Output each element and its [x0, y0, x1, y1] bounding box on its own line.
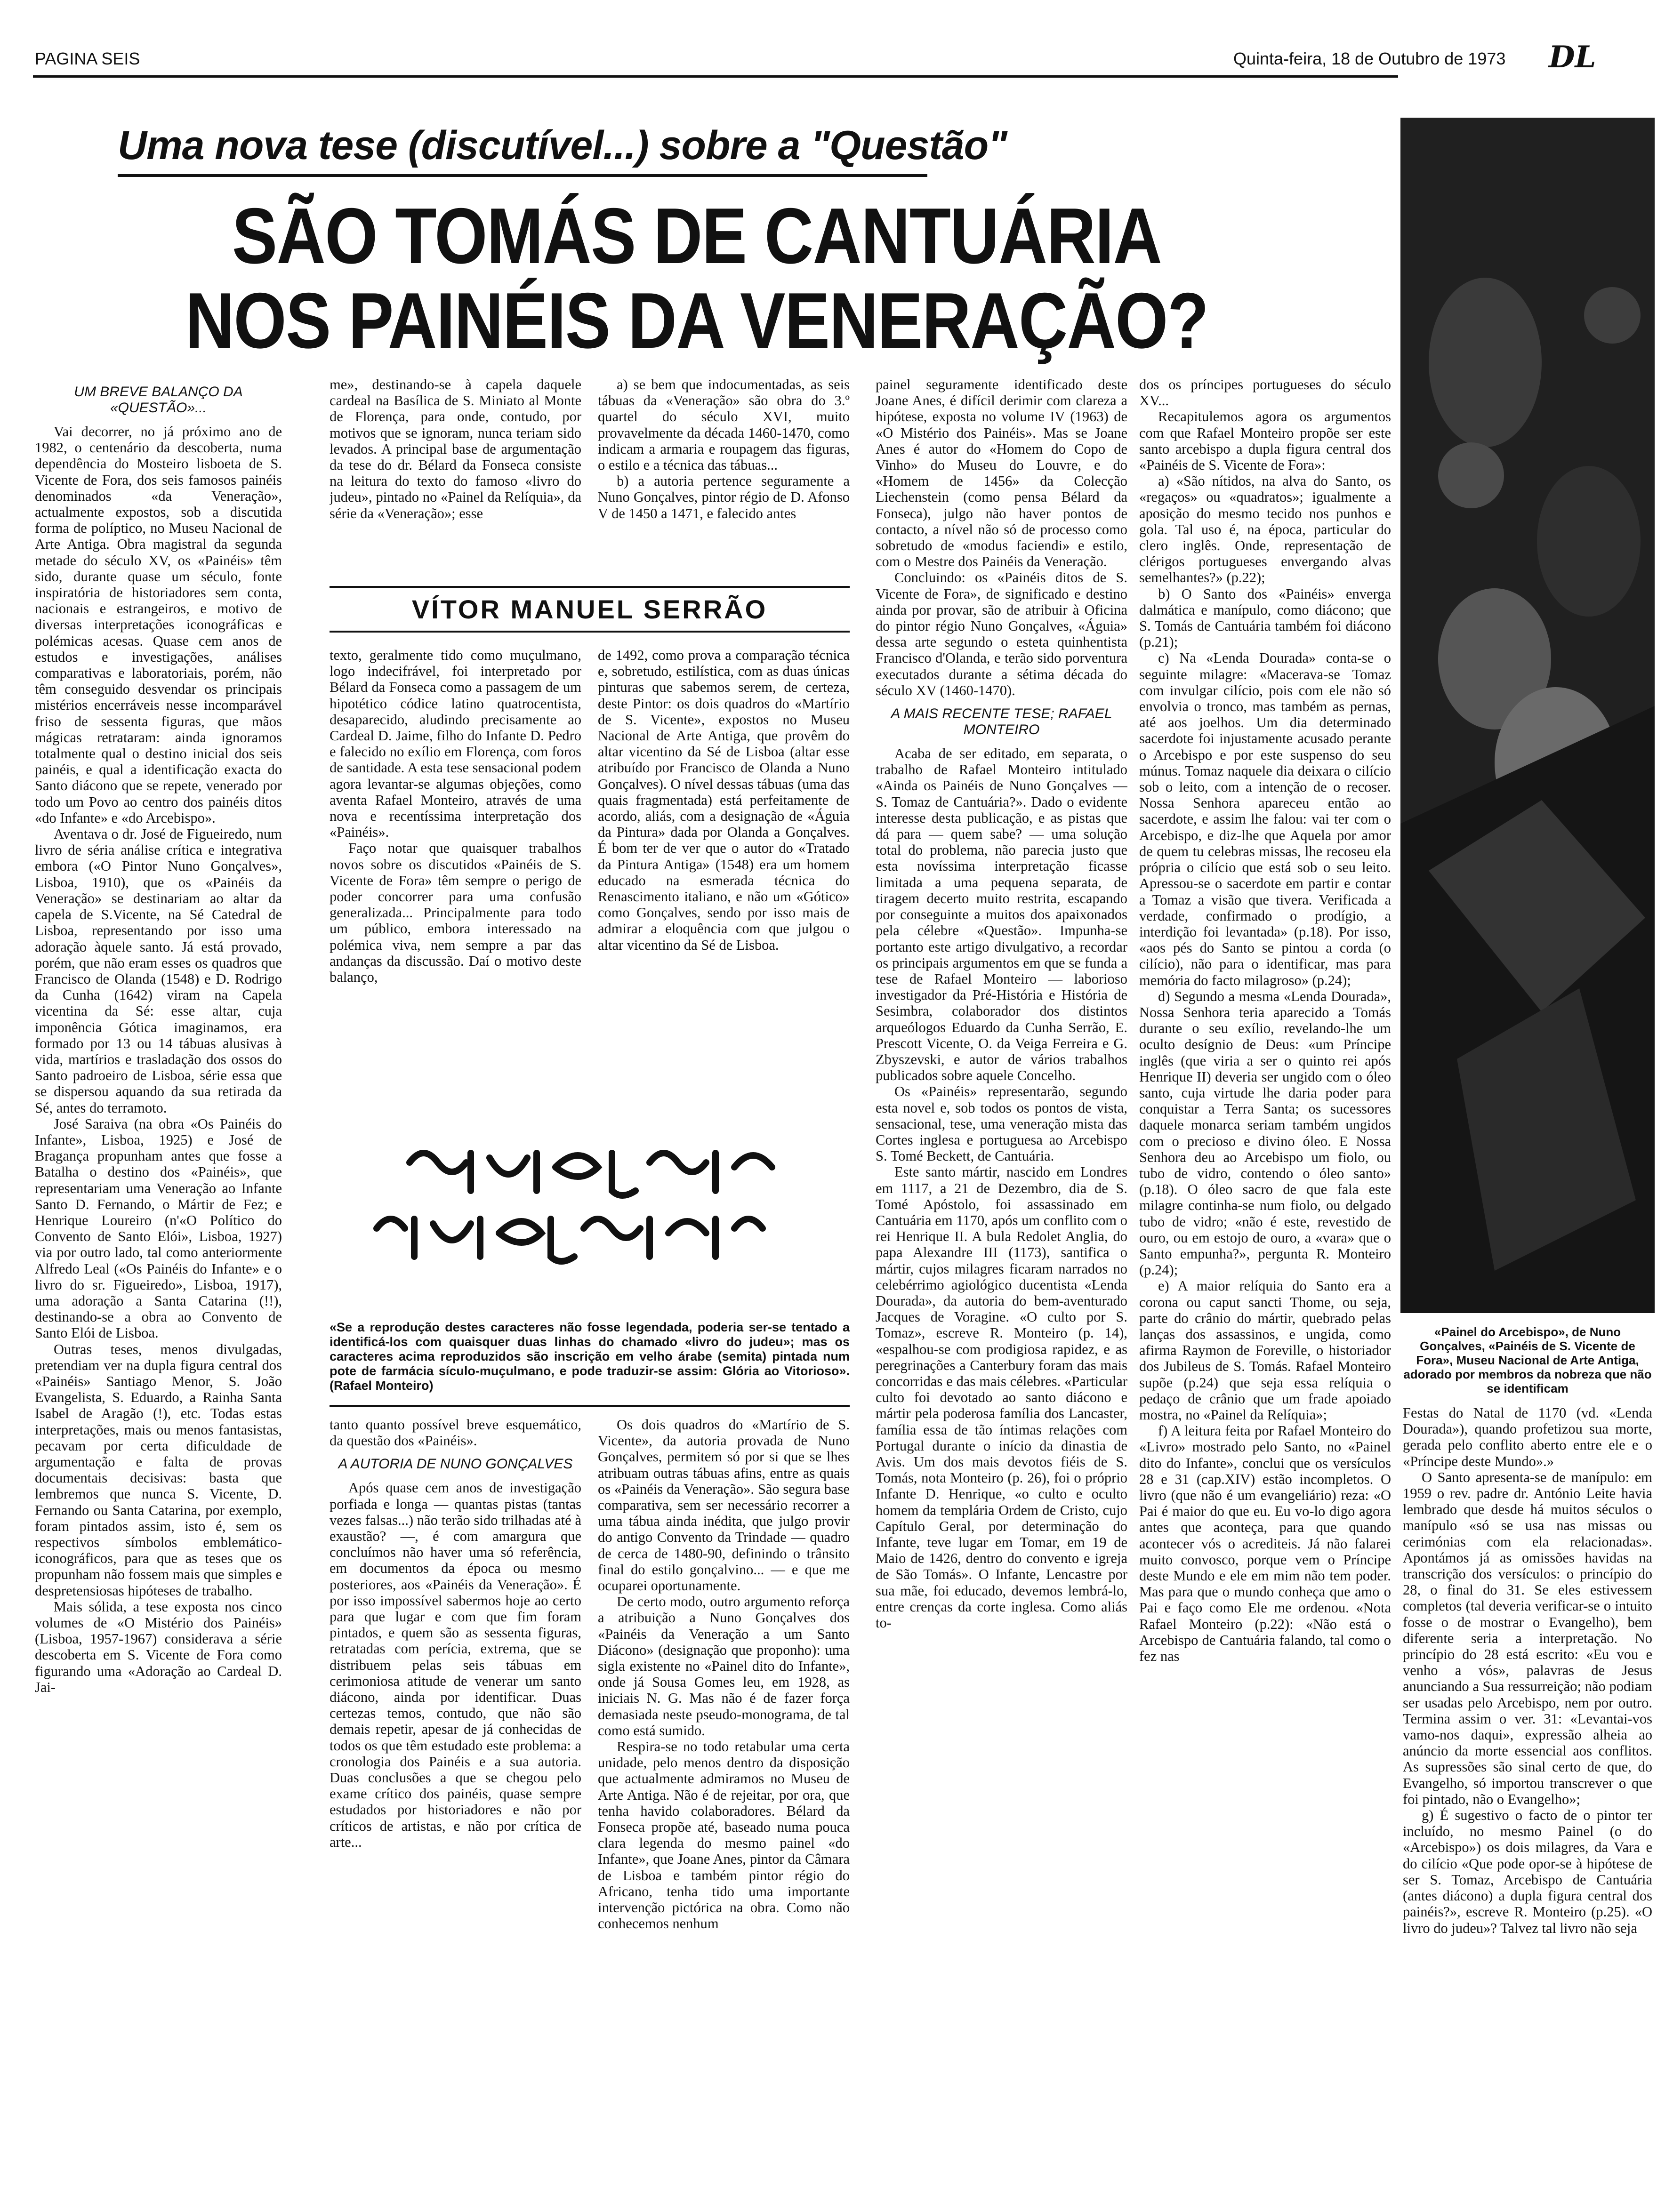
paragraph: De certo modo, outro argumento reforça a atribuição a Nuno Gonçalves dos «Painéis da Veneração a um Santo Diácono» (designação que proponho): uma sigla existente no «Painel dito do Infante», onde já Sousa Gomes leu, em 1928, as iniciais N. G. Mas não é de fazer força demasiada neste pseudo-monograma, de tal como está sumido.: [598, 1594, 850, 1739]
column-2-top: [330, 377, 581, 579]
paragraph: texto, geralmente tido como muçulmano, logo indecifrável, foi interpretado por Bélard da Fonseca como a passagem de um hipotético códice latino quatrocentista, desaparecido, aludindo precisamente ao Cardeal D. Jaime, filho do Infante D. Pedro e falecido no exílio em Florença, com foros de santidade. A esta tese sensacional podem agora levantar-se algumas objeções, como aventa Rafael Monteiro, através de uma nova e recentíssima interpretação dos «Painéis».: [330, 647, 581, 841]
paragraph: d) Segundo a mesma «Lenda Dourada», Nossa Senhora teria aparecido a Tomás durante o seu exílio, revelando-lhe um oculto desígnio de Deus: «um Príncipe inglês (que viria a ser o quinto rei após Henrique II) deveria ser ungido com o óleo santo, cuja virtude lhe daria poder para conquistar a Terra Santa; os sucessores daquele monarca seriam também ungidos com o precioso e divino óleo. E Nossa Senhora deu ao Arcebispo um fiolo, ou tubo de vidro, contendo o óleo santo» (p.18). O óleo sacro de que fala este milagre continha-se num fiolo, ou delgado tubo de vidro; «não é este, revestido de ouro, ou em estojo de ouro, a «vara» que o Santo empunha?», pergunta R. Monteiro (p.24);: [1139, 988, 1391, 1278]
paragraph: Festas do Natal de 1170 (vd. «Lenda Dourada»), quando profetizou sua morte, gerada pelo conflito aberto entre ele e o «Príncipe deste Mundo».»: [1403, 1405, 1652, 1469]
paragraph: Acaba de ser editado, em separata, o trabalho de Rafael Monteiro intitulado «Ainda os Painéis de Nuno Gonçalves — S. Tomaz de Cantuária?». Dado o evidente interesse desta publicação, e as pistas que dá para — quem sabe? — uma solução total do problema, não parecia justo que esta novíssima interpretação ficasse limitada a uma pequena separata, de tiragem decerto muito restrita, escapando por conseguinte a muitos dos apaixonados pela célebre «Questão». Impunha-se portanto este artigo divulgativo, a recordar os principais argumentos em que se funda a tese de Rafael Monteiro — laborioso investigador da Pré-História e História de Sesimbra, colaborador dos distintos arqueólogos Eduardo da Cunha Serrão, E. Prescott Vicente, O. da Veiga Ferreira e G. Zbyszevski, e autor de vários trabalhos publicados sobre aquele Concelho.: [876, 745, 1127, 1084]
paragraph: Este santo mártir, nascido em Londres em 1117, a 21 de Dezembro, dia de S. Tomé Apóstolo, foi assassinado em Cantuária em 1170, após um conflito com o rei Henrique II. A bula Redolet Anglia, do papa Alexandre III (1173), santifica o mártir, cujos milagres ficaram narrados no celebérrimo agiológico ducentista «Lenda Dourada», da autoria do bem-aventurado Jacques de Voragine. «O culto por S. Tomaz», escreve R. Monteiro (p. 14), «espalhou-se com prodigiosa rapidez, e as peregrinações a Canterbury foram das mais concorridas e das mais célebres. «Particular culto foi devotado ao santo diácono e mártir pela poderosa família dos Lancaster, família essa de tão íntimas relações com Portugal durante o início da dinastia de Avis. Um dos mais devotos fiéis de S. Tomás, nota Monteiro (p. 26), foi o próprio Infante D. Henrique, «o culto e oculto homem da templária Ordem de Cristo, cujo Capítulo Geral, por determinação do Infante, teve lugar em Tomar, em 19 de Maio de 1426, dentro do convento e igreja de São Tomás». O Infante, Lencastre por sua mãe, foi educado, devemos lembrá-lo, entre crenças da corte inglesa. Como aliás to-: [876, 1164, 1127, 1631]
paragraph: painel seguramente identificado deste Joane Anes, é difícil derimir com clareza a hipótese, exposta no volume IV (1963) de «O Mistério dos Painéis». Mas se Joane Anes é autor do «Homem do Copo de Vinho» do Museu do Louvre, e do «Homem de 1456» da Colecção Liechenstein (como pensa Bélard da Fonseca), julgo não haver pontos de contacto, a nível não só de processo como sobretudo de «modus faciendi» e estilo, com o Mestre dos Painéis da Veneração.: [876, 377, 1127, 570]
paragraph: Recapitulemos agora os argumentos com que Rafael Monteiro propõe ser este santo arcebispo a dupla figura central dos «Painéis de S. Vicente de Fora»:: [1139, 409, 1391, 473]
header-rule: [33, 75, 1398, 78]
paragraph: me», destinando-se à capela daquele cardeal na Basílica de S. Miniato al Monte de Florença, para onde, contudo, por motivos que se ignoram, nunca teriam sido levados. A principal base de argumentação da tese do dr. Bélard da Fonseca consiste na leitura do texto do famoso «livro do judeu», pintado no «Painel da Relíquia», da série da «Veneração»; esse: [330, 377, 581, 521]
page-number: PAGINA SEIS: [35, 49, 140, 68]
paragraph: Após quase cem anos de investigação porfiada e longa — quantas pistas (tantas vezes falsas...) não terão sido trilhadas até à exaustão? —, é com amargura que concluímos não haver uma só referência, em documentos da época ou mesmo posteriores, aos «Painéis da Veneração». É por isso impossível sabermos hoje ao certo para que lugar e com que fim foram pintados, e quem são as sessenta figuras, retratadas com perícia, extrema, que se distribuem pelas seis tábuas em cerimoniosa atitude de venerar um santo diácono, ainda por identificar. Duas certezas temos, contudo, que não são demais repetir, apesar de já conhecidas de todos os que têm estudado este problema: a cronologia dos Painéis e a sua autoria. Duas conclusões a que se chegou pelo exame crítico dos painéis, quase sempre estudados por historiadores e não por críticos de artistas, e não por crítica de arte...: [330, 1480, 581, 1850]
column-2-mid: [330, 647, 581, 1099]
painting-image: [1400, 118, 1655, 1313]
newspaper-logo: DL: [1549, 40, 1596, 75]
column-3-mid: [598, 647, 850, 1099]
paragraph: f) A leitura feita por Rafael Monteiro do «Livro» mostrado pelo Santo, no «Painel dito do Infante», conclui que os versículos 28 e 31 (cap.XIV) estão incompletos. O livro (que não é um evangeliário) reza: «O Pai é maior do que eu. Eu vo-lo digo agora antes que aconteça, para que quando acontecer vós o acrediteis. Já não falarei muito convosco, porque vem o Príncipe deste Mundo e ele em mim não tem poder. Mas para que o mundo conheça que amo o Pai e faço como Ele me ordenou. «Nota Rafael Monteiro (p.22): «Não está o Arcebispo de Cantuária falando, tal como o fez nas: [1139, 1423, 1391, 1665]
paragraph: tanto quanto possível breve esquemático, da questão dos «Painéis».: [330, 1417, 581, 1449]
byline-rule-bottom: [330, 631, 850, 633]
script-caption: «Se a reprodução destes caracteres não fosse legendada, poderia ser-se tentado a identificá-los com quaisquer duas linhas do chamado «livro do judeu»; mas os caracteres acima reproduzidos são inscrição em velho árabe (semita) pintada num pote de farmácia sículo-muçulmano, e pode traduzir-se assim: Glória ao Vitorioso». (Rafael Monteiro): [330, 1320, 850, 1393]
column-2-bottom: [330, 1417, 581, 2203]
paragraph: a) «São nítidos, na alva do Santo, os «regaços» ou «quadratos»; igualmente a aposição do mesmo tecido nos punhos e gola. Tal uso é, na época, particular do clero inglês. Onde, representação de clérigos portugueses envergando alvas semelhantes?» (p.22);: [1139, 473, 1391, 586]
paragraph: dos os príncipes portugueses do século XV...: [1139, 377, 1391, 409]
paragraph: José Saraiva (na obra «Os Painéis do Infante», Lisboa, 1925) e José de Bragança propunham antes que fosse a Batalha o destino dos «Painéis», que representariam uma Veneração ao Infante Santo D. Fernando, o Mártir de Fez; e Henrique Loureiro (n'«O Político do Convento de Santo Elói», Lisboa, 1927) via por outro lado, tal como anteriormente Alfredo Leal («Os Painéis do Infante» e o livro do sr. Figueiredo», Lisboa, 1917), uma adoração a Santa Catarina (!!), destinando-se a obra ao Convento de Santo Elói de Lisboa.: [35, 1115, 282, 1341]
byline-rule-top: [330, 586, 850, 588]
paragraph: Concluindo: os «Painéis ditos de S. Vicente de Fora», de significado e destino ainda por provar, são de atribuir à Oficina do pintor régio Nuno Gonçalves, «Águia» dessa arte segundo o esteta quinhentista Francisco d'Olanda, e terão sido porventura executados durante a sétima década do século XV (1460-1470).: [876, 569, 1127, 698]
paragraph: Os «Painéis» representarão, segundo esta novel e, sob todos os pontos de vista, sensacional, tese, uma veneração mista das Cortes inglesa e portuguesa ao Arcebispo S. Tomé Beckett, de Cantuária.: [876, 1083, 1127, 1164]
paragraph: g) É sugestivo o facto de o pintor ter incluído, no mesmo Painel (o do «Arcebispo») os dois milagres, da Vara e do cilício «Que pode opor-se à hipótese de ser S. Tomaz, Arcebispo de Cantuária (antes diácono) a dupla figura central dos painéis?», escreve R. Monteiro (p.25). «O livro do judeu»? Talvez tal livro não seja: [1403, 1807, 1652, 1936]
photo-caption: «Painel do Arcebispo», de Nuno Gonçalves, «Painéis de S. Vicente de Fora», Museu Nacional de Arte Antiga, adorado por membros da nobreza que não se identificam: [1403, 1325, 1652, 1395]
issue-date: Quinta-feira, 18 de Outubro de 1973: [1233, 49, 1506, 68]
paragraph: Respira-se no todo retabular uma certa unidade, pelo menos dentro da disposição que actualmente admiramos no Museu de Arte Antiga. Não é de rejeitar, por ora, que tenha havido colaboradores. Bélard da Fonseca propõe até, baseado numa pouca clara legenda do mesmo painel «do Infante», que Joane Anes, pintor da Câmara de Lisboa e também pintor régio do Africano, tenha tido uma importante intervenção pictórica na obra. Como não conhecemos nenhum: [598, 1739, 850, 1932]
column-1: [35, 377, 282, 2203]
box-rule: [330, 1405, 850, 1407]
column-3-top: [598, 377, 850, 579]
paragraph: c) Na «Lenda Dourada» conta-se o seguinte milagre: «Macerava-se Tomaz com invulgar cilício, pois com ele não só envolvia o tronco, mas também as pernas, até aos joelhos. Um dia determinado sacerdote foi injustamente acusado perante o Arcebispo e por este suspenso do seu múnus. Tomaz naquele dia deixara o cilício sob o leito, com a intenção de o recoser. Nossa Senhora apareceu então ao sacerdote, e assim lhe falou: vai ter com o Arcebispo, e diz-lhe que Aquela por amor de quem tu celebras missas, lhe recoseu ela própria o cilício que está sob o seu leito. Apressou-se o sacerdote em partir e contar a Tomaz a visão que tivera. Verificada a verdade, confirmado o prodígio, a interdição foi levantada» (p.18). Por isso, «aos pés do Santo se pintou a corda (o cilício), não para o identificar, mas para memória do facto milagroso» (p.24);: [1139, 650, 1391, 988]
paragraph: b) a autoria pertence seguramente a Nuno Gonçalves, pintor régio de D. Afonso V de 1450 a 1471, e falecido antes: [598, 473, 850, 521]
paragraph: b) O Santo dos «Painéis» enverga dalmática e manípulo, como diácono; que S. Tomás de Cantuária também foi diácono (p.21);: [1139, 585, 1391, 650]
script-illustration: [330, 1120, 850, 1308]
kicker-underline: [118, 174, 927, 177]
arabic-script-image: [330, 1120, 850, 1308]
paragraph: Vai decorrer, no já próximo ano de 1982, o centenário da descoberta, numa dependência do Mosteiro lisboeta de S. Vicente de Fora, dos seis famosos painéis denominados «da Veneração», actualmente expostos, sob a discutida forma de políptico, no Museu Nacional de Arte Antiga. Obra magistral da segunda metade do século XV, os «Painéis» têm sido, durante quase um século, fonte inspiratória de historiadores sem conta, nacionais e estrangeiros, e motivo de diversas interpretações iconográficas e polémicas acesas. Quase cem anos de estudos e investigações, análises comparativas e laboratoriais, porém, não têm conseguido desvendar os principais mistérios encerráveis nesse incomparável friso de sessenta figuras, que mãos mágicas retrataram: ainda ignoramos totalmente qual o destino inicial dos seis painéis, e qual a identificação exacta do Santo diácono que se repete, venerado por todo um Povo ao centro dos painéis ditos «do Infante» e «do Arcebispo».: [35, 424, 282, 826]
author-byline: VÍTOR MANUEL SERRÃO: [411, 594, 768, 624]
paragraph: Outras teses, menos divulgadas, pretendiam ver na dupla figura central dos «Painéis» Santiago Menor, S. João Evangelista, S. Eduardo, a Rainha Santa Isabel de Aragão (!), etc. Todas estas interpretações, mais ou menos fantasistas, pecavam por certa dificuldade de argumentação e falta de provas documentais decisivas: basta que lembremos que nunca S. Vicente, D. Fernando ou Santa Catarina, por exemplo, foram pintados assim, isto é, sem os respectivos símbolos emblemático-iconográficos, para que as teses que os propunham não fossem mais que simples e despretensiosas hipóteses de trabalho.: [35, 1341, 282, 1599]
paragraph: O Santo apresenta-se de manípulo: em 1959 o rev. padre dr. António Leite havia lembrado que desde há muitos séculos o manípulo «só se usa nas missas ou cerimónias com ela relacionadas». Apontámos já as omissões havidas na transcrição dos versículos: o princípio do 28, o final do 31. Se eles estivessem completos (tal deveria verificar-se o intuito fosse o de mostrar o Evangelho), bem diferente seria a interpretação. No princípio do 28 está escrito: «Eu vou e venho a vós», palavras de Jesus anunciando a Sua ressurreição; não podiam ser usadas pelo Arcebispo, nem por outro. Termina assim o ver. 31: «Levantai-vos vamo-nos daqui», expressão alheia ao anúncio da morte essencial aos conflitos. As supressões são sinal certo de que, do Evangelho, só importou transcrever o que foi pintado, não o Evangelho»;: [1403, 1469, 1652, 1807]
headline-line-1: SÃO TOMÁS DE CANTUÁRIA: [232, 192, 1162, 280]
column-3-bottom: [598, 1417, 850, 2203]
paragraph: e) A maior relíquia do Santo era a corona ou caput sancti Thome, ou seja, parte do crânio do mártir, quebrado pelas lanças dos assassinos, e ungida, como afirma Raymon de Foreville, o historiador dos Jubileus de S. Tomás. Rafael Monteiro supõe (p.24) que seja essa relíquia o pedaço de crânio que um frade apoiado mostra, no «Painel da Relíquia»;: [1139, 1278, 1391, 1423]
column-4: [876, 377, 1127, 2203]
paragraph: Os dois quadros do «Martírio de S. Vicente», da autoria provada de Nuno Gonçalves, permitem só por si que se lhes atribuam outras tábuas afins, entre as quais os «Painéis da Veneração». São segura base comparativa, sem ser necessário recorrer a uma tábua ainda inédita, que julgo provir do antigo Convento da Trindade — quadro de cerca de 1480-90, definindo o trânsito final do estilo gonçalvino... — e que me ocuparei oportunamente.: [598, 1417, 850, 1594]
kicker: Uma nova tese (discutível...) sobre a "Questão": [118, 123, 1007, 168]
headline-line-2: NOS PAINÉIS DA VENERAÇÃO?: [185, 276, 1208, 365]
paragraph: Faço notar que quaisquer trabalhos novos sobre os discutidos «Painéis de S. Vicente de Fora» têm sempre o perigo de poder concorrer para uma confusão generalizada... Principalmente para todo um público, embora interessado na polémica viva, nem sempre a par das andanças da discussão. Daí o motivo deste balanço,: [330, 840, 581, 986]
section-heading-autoria: A AUTORIA DE NUNO GONÇALVES: [338, 1456, 573, 1472]
section-heading-recente: A MAIS RECENTE TESE; RAFAEL MONTEIRO: [891, 706, 1112, 738]
panel-photo: [1400, 118, 1655, 1313]
paragraph: a) se bem que indocumentadas, as seis tábuas da «Veneração» são obra do 3.º quartel do século XVI, muito provavelmente da década 1460-1470, como indicam a armaria e roupagem das figuras, o estilo e a técnica das tábuas...: [598, 377, 850, 473]
section-heading-balanco: UM BREVE BALANÇO DA «QUESTÃO»...: [74, 384, 243, 416]
paragraph: Mais sólida, a tese exposta nos cinco volumes de «O Mistério dos Painéis» (Lisboa, 1957-1967) considerava a série descoberta em S. Vicente de Fora como figurando uma «Adoração ao Cardeal D. Jai-: [35, 1598, 282, 1695]
column-5: [1139, 377, 1391, 2203]
column-6: [1403, 1405, 1652, 2203]
paragraph: Aventava o dr. José de Figueiredo, num livro de séria análise crítica e integrativa embora («O Pintor Nuno Gonçalves», Lisboa, 1910), que os «Painéis da Veneração» se destinariam ao altar da capela de S.Vicente, na Sé Catedral de Lisboa, representando por isso uma adoração àquele santo. Já está provado, porém, que não eram esses os quadros que Francisco de Olanda (1548) e D. Rodrigo da Cunha (1642) viram na Capela vicentina da Sé: esse altar, cuja imponência Gótica imaginamos, era formado por 13 ou 14 tábuas alusivas à vida, martírios e trasladação dos ossos do Santo padroeiro de Lisboa, série essa que se dispersou aquando da sua retirada da Sé, antes do terramoto.: [35, 826, 282, 1116]
paragraph: de 1492, como prova a comparação técnica e, sobretudo, estilística, com as duas únicas pinturas que sabemos serem, de certeza, deste Pintor: os dois quadros do «Martírio de S. Vicente», expostos no Museu Nacional de Arte Antiga, que provêm do altar vicentino da Sé de Lisboa (altar esse atribuído por Francisco de Olanda a Nuno Gonçalves). O nível dessas tábuas (uma das quais fragmentada) está perfeitamente de acordo, aliás, com a designação de «Águia da Pintura» dada por Olanda a Gonçalves. É bom ter de ver que o autor do «Tratado da Pintura Antiga» (1548) era um homem educado na esmerada técnica do Renascimento italiano, e não um «Gótico» como Gonçalves, sendo por isso mais de admirar a eloquência com que julgou o altar vicentino da Sé de Lisboa.: [598, 647, 850, 953]
